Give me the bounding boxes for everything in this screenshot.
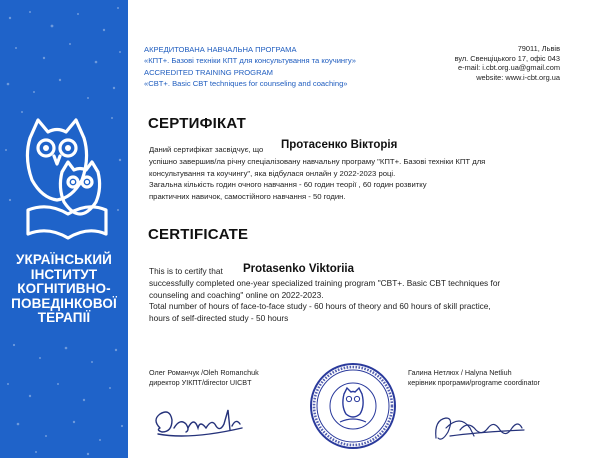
program-ua-label: АКРЕДИТОВАНА НАВЧАЛЬНА ПРОГРАМА [144,45,297,54]
institute-name-line: ПОВЕДІНКОВОЇ [11,295,117,311]
certificate-title-ua: СЕРТИФІКАТ [148,115,246,132]
address-website: website: www.i-cbt.org.ua [476,73,560,83]
certificate-lead-en: This is to certify that [149,266,223,276]
certificate-text-line: Total number of hours of face-to-face study - 60 hours of theory and 60 hours of skill practice, [149,301,491,312]
certificate-text-line: успішно завершив/ла річну спеціалізовану навчальну програму "КПТ+. Базові техніки КПТ для [149,157,486,166]
coordinator-signature [430,406,530,454]
institute-address [380,44,560,83]
certificate-body-ua [149,156,569,202]
institute-name-line: КОГНІТИВНО- [17,281,111,296]
certificate-text-line: практичних навичок, самостійного навчання - 50 годин. [149,191,346,201]
certificate-text-line: counseling and coaching" online on 2022-2023. [149,289,324,300]
institute-name-line: ТЕРАПІЇ [37,310,91,325]
address-email: e-mail: i.cbt.org.ua@gmail.com [458,63,560,73]
institute-stamp [308,360,398,452]
recipient-name-ua: Протасенко Вікторія [281,139,398,151]
address-street: вул. Свенціцького 17, офіс 043 [454,53,560,63]
signatory-director-name: Олег Романчук /Oleh Romanchuk [149,368,259,377]
certificate-text-line: successfully completed one-year specialized training program "CBT+. Basic CBT techniques for [149,278,501,288]
institute-name-line: УКРАЇНСЬКИЙ [16,252,112,267]
signatory-coordinator-role: керівник програми/programe coordinator [408,378,540,387]
certificate-text-line: hours of self-directed study - 50 hours [149,312,289,323]
institute-name-line: ІНСТИТУТ [30,266,98,282]
signatory-director [149,368,259,388]
certificate-title-en: CERTIFICATE [148,226,249,243]
program-en-label: ACCREDITED TRAINING PROGRAM [144,67,273,77]
address-city: 79011, Львів [517,44,560,53]
certificate-body-en [149,278,574,324]
signatory-coordinator [408,368,540,388]
institute-name [0,253,128,326]
certificate-text-line: консультування та коучингу", яка відбулася онлайн у 2022-2023 році. [149,168,396,178]
recipient-name-en: Protasenko Viktoriia [243,263,354,275]
program-en-name: «CBT+. Basic CBT techniques for counseling and coaching» [144,78,348,88]
owl-logo-icon [24,118,108,242]
program-ua-name: «КПТ+. Базові техніки КПТ для консультування та коучингу» [144,56,357,66]
signatory-director-role: директор УІКПТ/director UICBT [149,378,252,387]
signatory-coordinator-name: Галина Нетлюх / Halyna Netliuh [408,368,512,377]
certificate-text-line: Загальна кількість годин очного навчання - 60 годин теорії , 60 годин розвитку [149,180,427,190]
director-signature [150,398,250,446]
institute-band [0,0,128,458]
certificate-lead-ua: Даний сертифікат засвідчує, що [149,145,264,154]
